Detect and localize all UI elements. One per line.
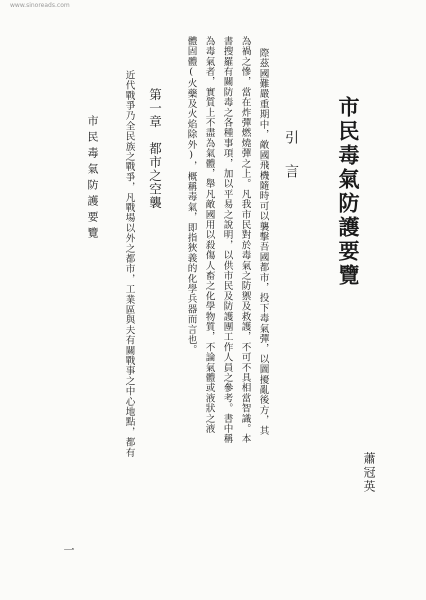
- running-head: 市民毒氣防護要覽: [86, 115, 99, 243]
- chapter-text-column: 近代戰爭乃全民族之戰爭，凡戰場以外之都市，工業區與夫有關戰事之中心地點，都有: [123, 70, 135, 458]
- intro-heading: 引言: [283, 130, 299, 198]
- intro-text-column: 為禍之慘，當在炸彈燃燒彈之上。凡我市民對於毒氣之防禦及救護，不可不具相當智識。本: [239, 36, 251, 444]
- author-name: 蕭冠英: [362, 452, 376, 494]
- book-title: 市民毒氣防護要覽: [336, 96, 361, 288]
- site-watermark: www.sinoreads.com: [10, 2, 70, 9]
- intro-text-column: 體固體(火藥及火焰除外)，概稱毒氣，即指狹義的化學兵器而言也。: [185, 36, 197, 355]
- intro-text-column: 際茲國難嚴重期中，敵國飛機隨時可以襲擊吾國都市，投下毒氣彈，以圖擾亂後方，其: [257, 48, 269, 436]
- intro-text-column: 書搜羅有關防毒之各種事項，加以平易之說明，以供市民及防護團工作人員之參考。書中稱: [221, 36, 233, 444]
- page-number: 一: [62, 544, 75, 555]
- intro-text-column: 為毒氣者，實質上不盡為氣體，舉凡敵國用以殺傷人畜之化學物質，不論氣體或液狀之液: [203, 36, 215, 434]
- chapter-heading: 第一章 都市之空襲: [147, 88, 163, 210]
